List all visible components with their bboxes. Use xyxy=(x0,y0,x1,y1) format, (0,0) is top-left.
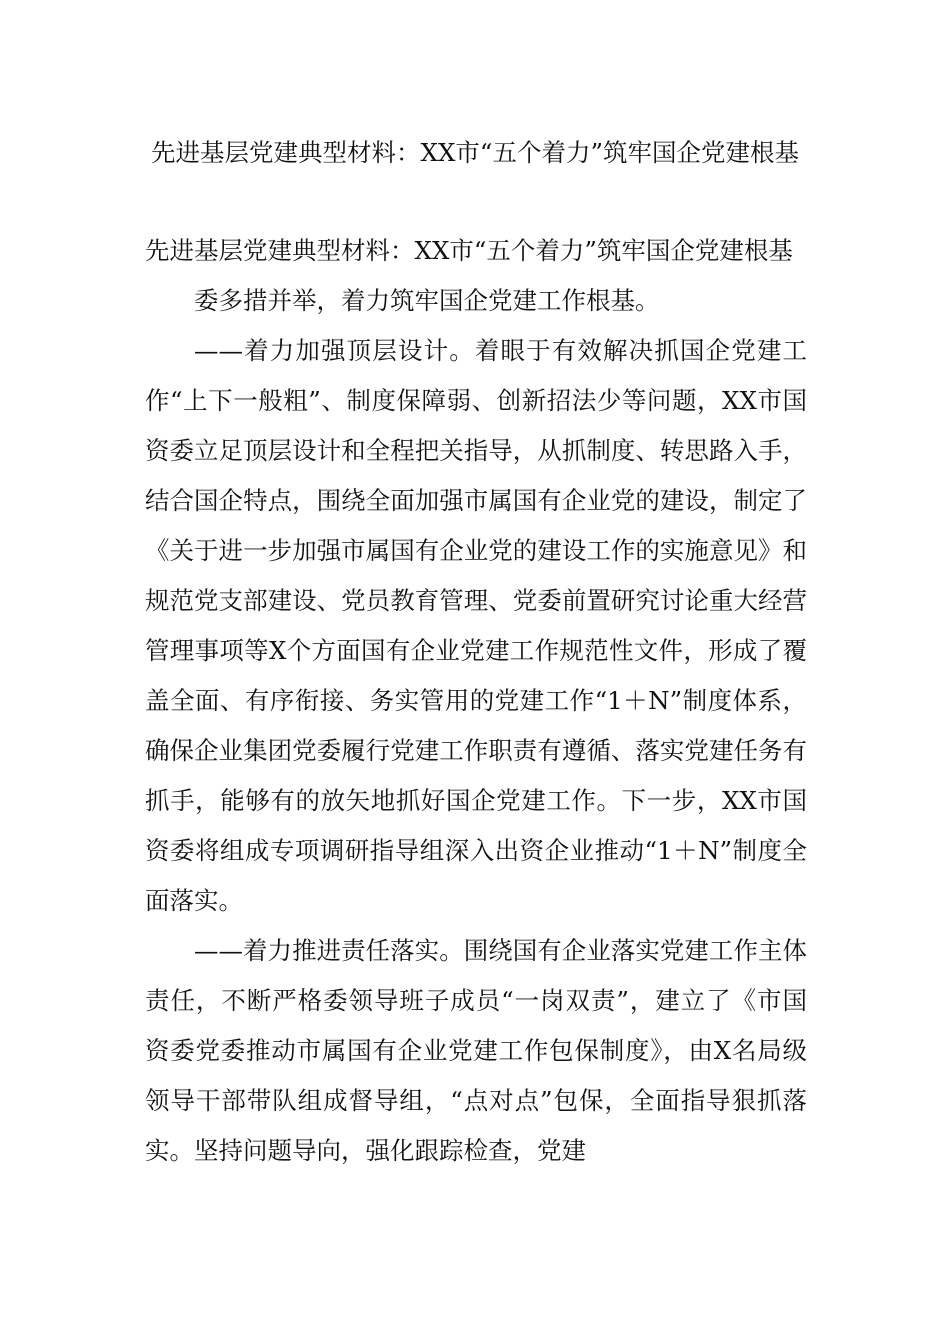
document-body xyxy=(145,226,807,1176)
body-paragraph-intro: 委多措并举，着力筑牢国企党建工作根基。 xyxy=(194,286,660,315)
body-paragraph-top-design: ——着力加强顶层设计。着眼于有效解决抓国企党建工作“上下一般粗”、制度保障弱、创新招法少等问题，XX市国资委立足顶层设计和全程把关指导，从抓制度、转思路入手，结合国企特点，围绕全面加强市属国有企业党的建设，制定了《关于进一步加强市属国有企业党的建设工作的实施意见》和规范党支部建设、党员教育管理、党委前置研究讨论重大经营管理事项等X个方面国有企业党建工作规范性文件，形成了覆盖全面、有序衔接、务实管用的党建工作“1＋N”制度体系，确保企业集团党委履行党建工作职责有遵循、落实党建任务有抓手，能够有的放矢地抓好国企党建工作。下一步，XX市国资委将组成专项调研指导组深入出资企业推动“1＋N”制度全面落实。 xyxy=(145,336,807,915)
document-title: 先进基层党建典型材料：XX市“五个着力”筑牢国企党建根基 xyxy=(151,138,799,167)
body-paragraph-responsibility: ——着力推进责任落实。围绕国有企业落实党建工作主体责任，不断严格委领导班子成员“一岗双责”，建立了《市国资委党委推动市属国有企业党建工作包保制度》，由X名局级领导干部带队组成督导组，“点对点”包保，全面指导狠抓落实。坚持问题导向，强化跟踪检查，党建 xyxy=(145,936,807,1165)
repeated-title-paragraph: 先进基层党建典型材料：XX市“五个着力”筑牢国企党建根基 xyxy=(145,236,793,265)
